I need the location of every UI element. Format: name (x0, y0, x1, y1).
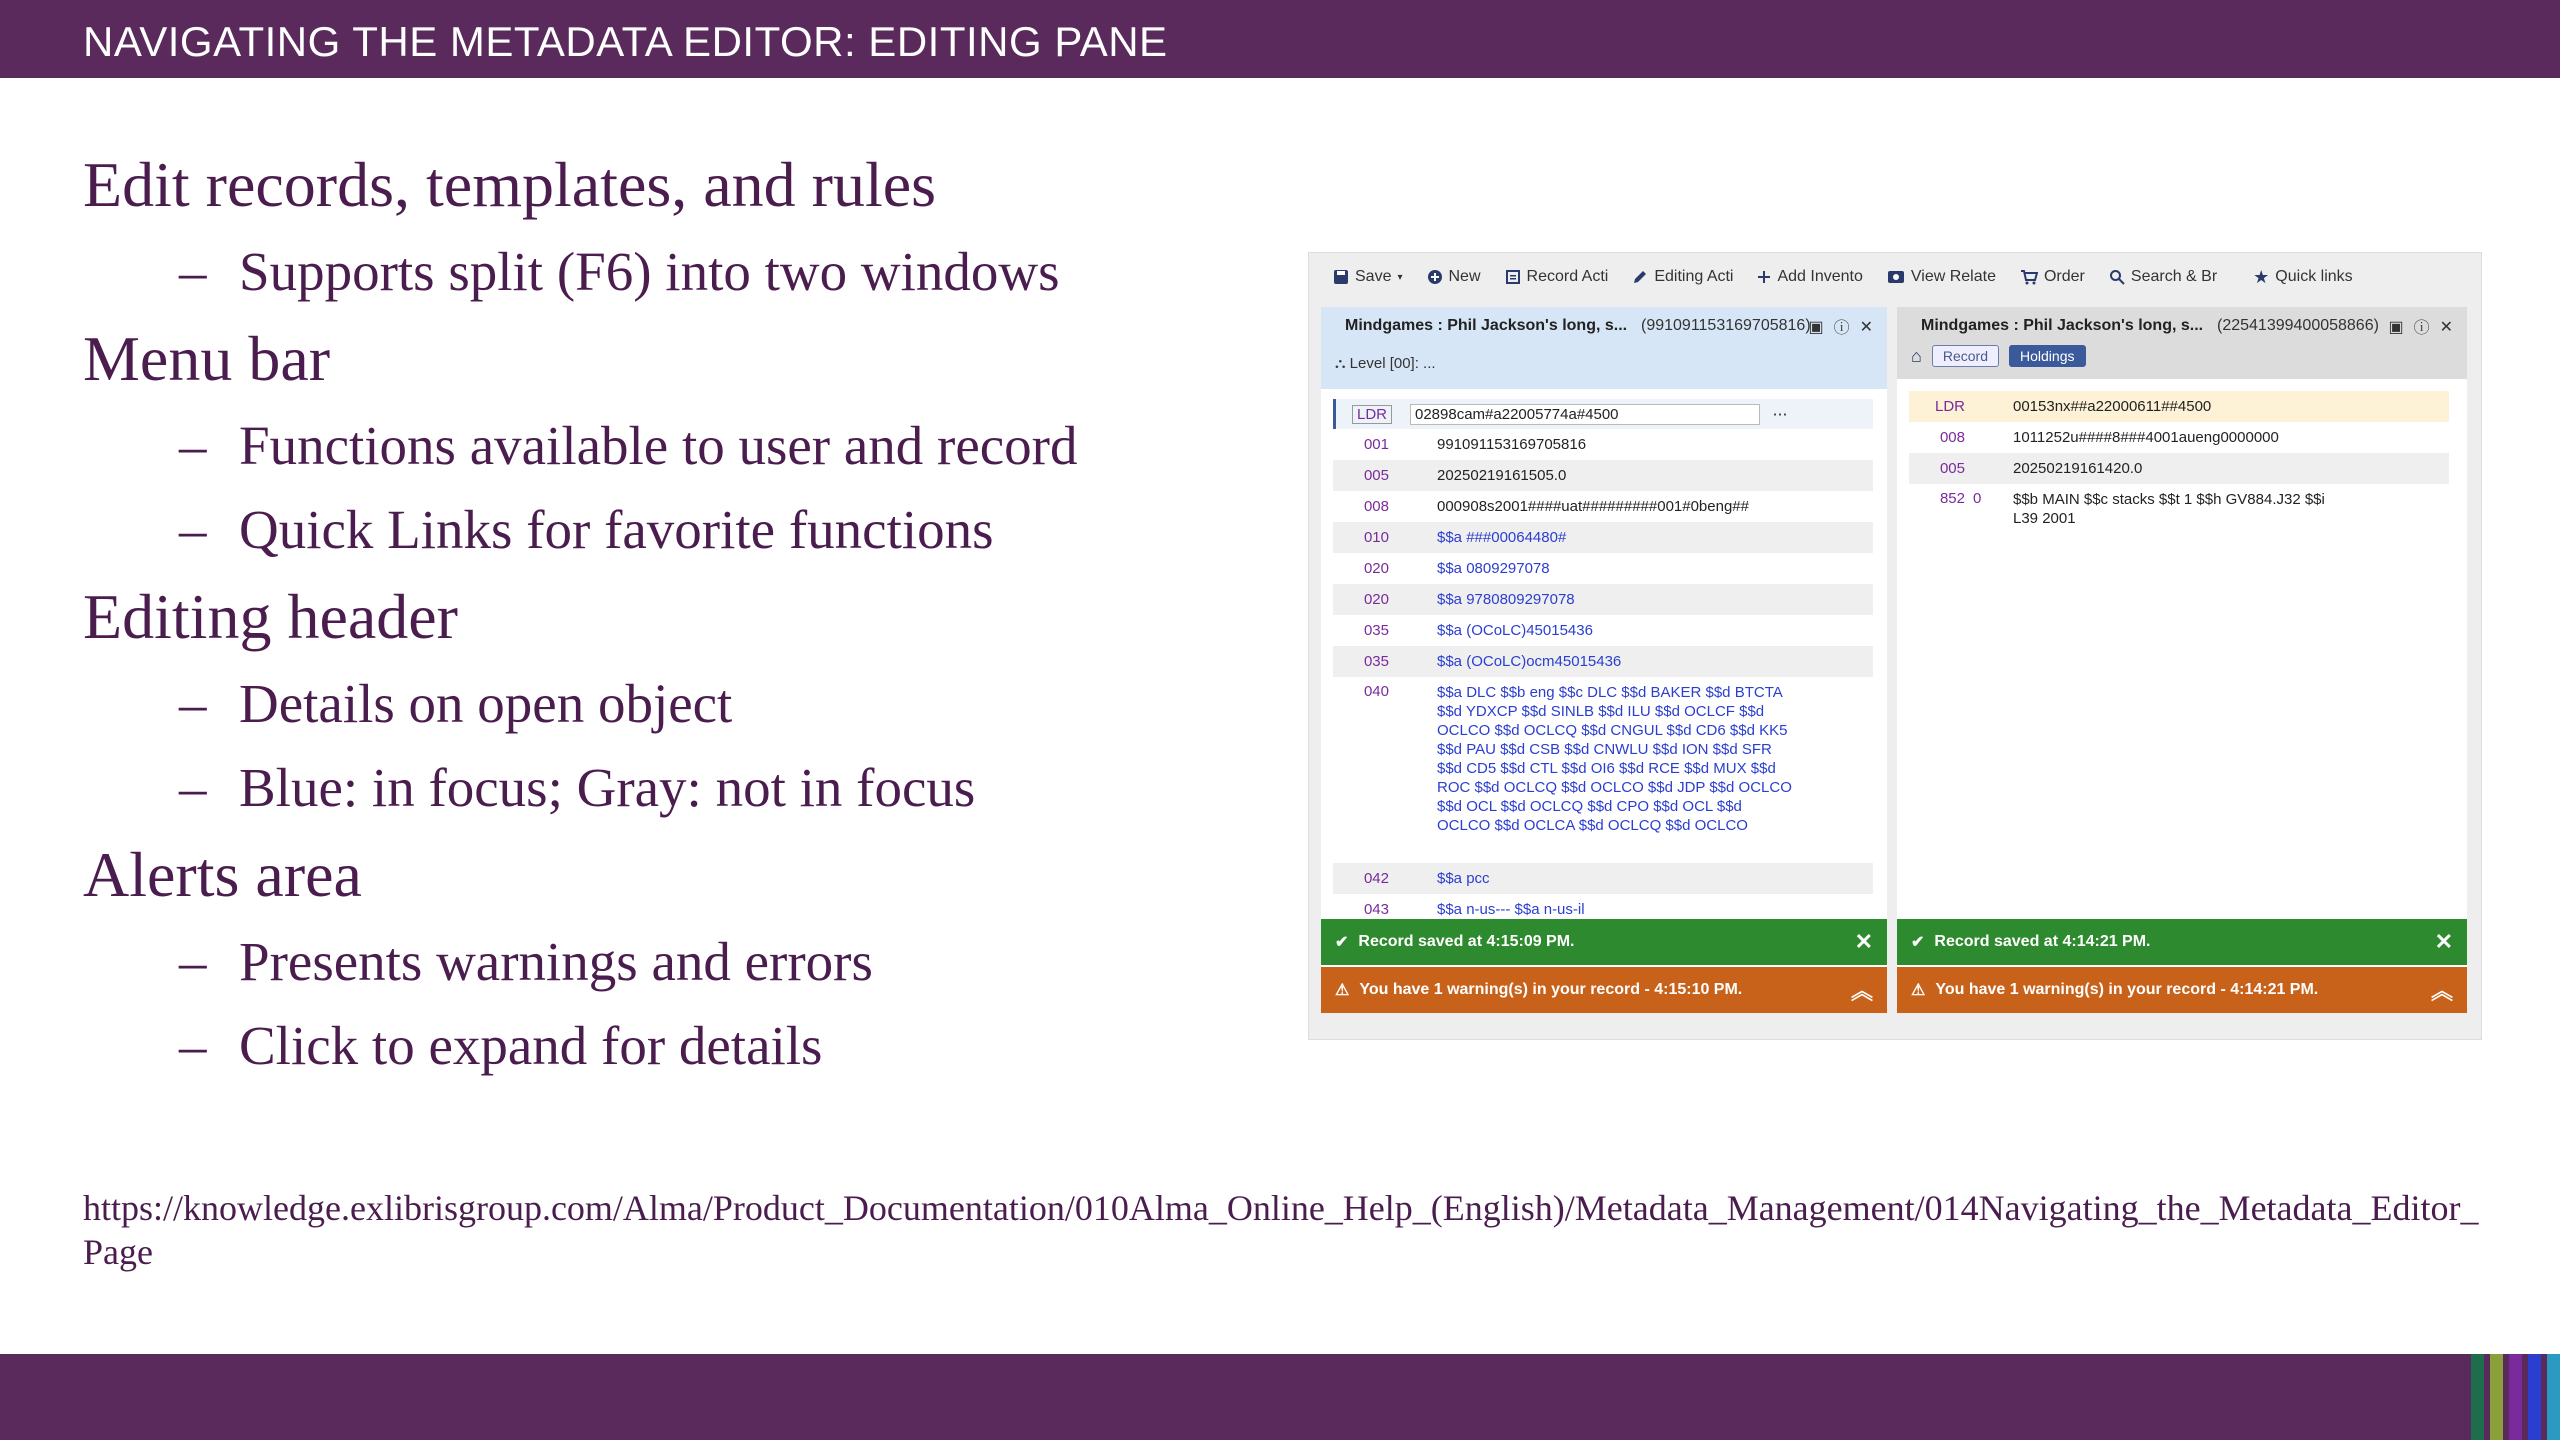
home-icon[interactable]: ⌂ (1911, 345, 1922, 366)
right-alert-warning[interactable] (1897, 967, 2467, 1013)
field-value: $$a 0809297078 (1437, 560, 1550, 577)
header-nav (1911, 345, 2086, 367)
source-url: https://knowledge.exlibrisgroup.com/Alma/Product_Documentation/010Alma_Online_Help_(English)/Metadata_Management/014Navigating_the_Metadata_Editor_Page (83, 1188, 2479, 1272)
field-row[interactable] (1909, 391, 2449, 422)
field-value: $$a n-us--- $$a n-us-il (1437, 901, 1585, 918)
more-options-icon[interactable]: ⋯ (1772, 406, 1788, 423)
editor-toolbar (1309, 253, 2481, 301)
field-value: 000908s2001####uat#########001#0beng## (1437, 498, 1749, 515)
plus-icon (1757, 270, 1771, 284)
toolbar-view-related-button[interactable] (1887, 268, 1996, 286)
field-row[interactable] (1333, 460, 1873, 491)
field-row[interactable] (1333, 646, 1873, 677)
toolbar-quick-links-button[interactable] (2253, 267, 2353, 288)
sub-bullet-focus (83, 746, 1273, 830)
bullet-text: Click to expand for details (239, 1015, 823, 1076)
field-value-input[interactable]: 02898cam#a22005774a#4500 (1410, 404, 1760, 425)
record-id: (991091153169705816) (1641, 317, 1811, 334)
sub-bullet-details (83, 662, 1273, 746)
toolbar-label: Save (1355, 268, 1392, 285)
field-value: 00153nx##a22000611##4500 (2013, 398, 2212, 415)
bullet-menu-bar: Menu bar (83, 323, 331, 394)
toolbar-label: New (1448, 268, 1481, 285)
field-tag: 008 (1363, 498, 1389, 515)
field-tag: 040 (1363, 683, 1389, 700)
field-tag: 005 (1939, 460, 1965, 477)
view-related-icon (1887, 270, 1905, 284)
close-icon[interactable]: ✕ (2439, 318, 2453, 336)
pencil-icon (1632, 269, 1648, 285)
toolbar-new-button[interactable] (1427, 268, 1481, 286)
star-icon: ★ (2253, 266, 2270, 287)
save-icon[interactable]: ▣ (1808, 318, 1824, 336)
search-icon (2109, 269, 2125, 285)
dash: – (179, 931, 207, 992)
field-value: 1011252u####8###4001aueng0000000 (2013, 429, 2279, 446)
field-row[interactable] (1333, 399, 1873, 429)
stripe (2509, 1354, 2522, 1440)
field-row[interactable] (1909, 422, 2449, 453)
toolbar-add-inventory-button[interactable] (1757, 268, 1862, 286)
bullet-edit-records: Edit records, templates, and rules (83, 149, 937, 220)
field-value: 20250219161420.0 (2013, 460, 2143, 477)
toolbar-record-actions-button[interactable] (1505, 268, 1609, 286)
field-tag: 008 (1939, 429, 1965, 446)
close-icon[interactable]: ✕ (1854, 929, 1873, 954)
toolbar-label: Order (2043, 268, 2085, 285)
info-icon[interactable]: ⓘ (1833, 320, 1850, 337)
dash: – (179, 499, 207, 560)
bullet-list (83, 140, 1273, 1088)
stripe (2528, 1354, 2541, 1440)
field-value: $$a (OCoLC)ocm45015436 (1437, 653, 1622, 670)
field-tag: LDR (1934, 398, 1965, 415)
toolbar-search-browse-button[interactable] (2109, 268, 2217, 286)
toolbar-label: Quick links (2275, 268, 2353, 285)
field-value: $$b MAIN $$c stacks $$t 1 $$h GV884.J32 $$i L39 2001 (2013, 491, 2325, 527)
record-id: (22541399400058866) (2217, 317, 2379, 334)
check-circle-icon: ✔ (1335, 934, 1349, 951)
tab-record[interactable]: Record (1932, 345, 1999, 367)
info-icon[interactable]: ⓘ (2413, 320, 2430, 337)
field-row[interactable] (1333, 553, 1873, 584)
field-value: 991091153169705816 (1437, 436, 1587, 453)
toolbar-label: Editing Acti (1654, 268, 1734, 285)
warning-icon: ⚠ (1911, 982, 1926, 999)
toolbar-label: Record Acti (1526, 268, 1609, 285)
new-icon (1427, 269, 1443, 285)
field-tag: 035 (1363, 622, 1389, 639)
field-tag: LDR (1336, 406, 1400, 423)
field-row[interactable] (1333, 522, 1873, 553)
sub-bullet-functions (83, 404, 1273, 488)
close-icon[interactable]: ✕ (2434, 929, 2453, 954)
save-icon (1333, 269, 1349, 285)
hierarchy-icon: ⛬ (1335, 355, 1350, 372)
field-value: $$a (OCoLC)45015436 (1437, 622, 1593, 639)
sub-bullet-quick-links (83, 488, 1273, 572)
field-tag: 035 (1363, 653, 1389, 670)
right-alert-saved[interactable] (1897, 919, 2467, 965)
dash: – (179, 241, 207, 302)
toolbar-label: Add Invento (1777, 268, 1863, 285)
field-value: $$a 9780809297078 (1437, 591, 1575, 608)
record-title: Mindgames : Phil Jackson's long, s... (1921, 317, 2204, 334)
left-editing-header (1321, 307, 1887, 389)
stripe (2490, 1354, 2503, 1440)
expand-icon[interactable]: ︽ (2430, 978, 2453, 1004)
save-icon[interactable]: ▣ (2388, 318, 2404, 336)
sub-bullet-split (83, 230, 1273, 314)
toolbar-label: View Relate (1910, 268, 1996, 285)
toolbar-editing-actions-button[interactable] (1632, 268, 1733, 286)
record-actions-icon (1505, 269, 1521, 285)
alert-text: Record saved at 4:15:09 PM. (1358, 933, 1575, 950)
dash: – (179, 1015, 207, 1076)
header-icons (1798, 315, 1873, 338)
field-tag: 010 (1363, 529, 1389, 546)
bullet-alerts-area: Alerts area (83, 839, 362, 910)
bullet-text: Blue: in focus; Gray: not in focus (239, 757, 976, 818)
toolbar-order-button[interactable] (2020, 268, 2085, 286)
brand-stripes (2465, 1354, 2560, 1440)
cart-icon (2020, 269, 2038, 285)
right-editing-pane[interactable] (1897, 307, 2467, 971)
field-tag: 042 (1363, 870, 1389, 887)
sub-bullet-expand (83, 1004, 1273, 1088)
left-alert-saved[interactable] (1321, 919, 1887, 965)
tab-holdings[interactable]: Holdings (2009, 345, 2085, 367)
field-tag: 001 (1363, 436, 1389, 453)
expand-icon[interactable]: ︽ (1850, 978, 1873, 1004)
field-row[interactable] (1333, 491, 1873, 522)
field-value: $$a ###00064480# (1437, 529, 1567, 546)
field-row[interactable] (1333, 677, 1873, 863)
field-value: $$a DLC $$b eng $$c DLC $$d BAKER $$d BTCTA $$d YDXCP $$d SINLB $$d ILU $$d OCLCF $$d OCLCO $$d OCLCQ $$d CNGUL $$d CD6 $$d KK5 $$d PAU $$d CSB $$d CNWLU $$d ION $$d SFR $$d CD5 $$d CTL $$d OI6 $$d RCE $$d MUX $$d ROC $$d OCLCQ $$d OCLCO $$d JDP $$d OCLCO $$d OCL $$d OCLCQ $$d CPO $$d OCL $$d OCLCO $$d OCLCA $$d OCLCQ $$d OCLCO (1437, 684, 1792, 834)
dash: – (179, 673, 207, 734)
dash: – (179, 757, 207, 818)
warning-icon: ⚠ (1335, 982, 1350, 999)
alert-text: Record saved at 4:14:21 PM. (1934, 933, 2151, 950)
left-editing-pane[interactable] (1321, 307, 1887, 971)
stripe (2471, 1354, 2484, 1440)
record-level (1335, 355, 1436, 372)
toolbar-label: Search & Br (2130, 268, 2218, 285)
field-row[interactable] (1333, 429, 1873, 460)
toolbar-save-button[interactable] (1333, 268, 1403, 286)
field-row[interactable] (1333, 584, 1873, 615)
field-row[interactable] (1333, 863, 1873, 894)
footer-bar (0, 1354, 2560, 1440)
right-record-fields (1909, 391, 2449, 540)
field-value: 20250219161505.0 (1437, 467, 1567, 484)
field-row[interactable] (1909, 453, 2449, 484)
metadata-editor-screenshot (1308, 252, 2482, 1040)
field-indicator: 0 (1973, 490, 1982, 507)
chevron-down-icon: ▾ (1397, 271, 1403, 283)
bullet-text: Functions available to user and record (239, 415, 1078, 476)
field-row[interactable] (1909, 484, 2449, 540)
check-circle-icon: ✔ (1911, 934, 1925, 951)
title-bar (0, 0, 2560, 78)
header-icons (2378, 315, 2453, 338)
field-tag: 020 (1363, 591, 1389, 608)
alert-text: You have 1 warning(s) in your record - 4:15:10 PM. (1359, 981, 1743, 998)
field-tag: 043 (1363, 901, 1389, 918)
stripe (2547, 1354, 2560, 1440)
left-alert-warning[interactable] (1321, 967, 1887, 1013)
dash: – (179, 415, 207, 476)
bullet-text: Details on open object (239, 673, 733, 734)
bullet-text: Supports split (F6) into two windows (239, 241, 1060, 302)
left-record-fields (1333, 399, 1873, 925)
field-row[interactable] (1333, 615, 1873, 646)
record-title: Mindgames : Phil Jackson's long, s... (1345, 317, 1628, 334)
level-label: Level [00]: ... (1349, 355, 1436, 372)
field-tag: 852 (1939, 490, 1965, 507)
field-value: $$a pcc (1437, 870, 1490, 887)
bullet-text: Presents warnings and errors (239, 931, 873, 992)
alert-text: You have 1 warning(s) in your record - 4:14:21 PM. (1935, 981, 2319, 998)
close-icon[interactable]: ✕ (1859, 318, 1873, 336)
bullet-text: Quick Links for favorite functions (239, 499, 994, 560)
field-tag: 005 (1363, 467, 1389, 484)
slide-title: NAVIGATING THE METADATA EDITOR: EDITING PANE (83, 18, 1168, 65)
right-editing-header (1897, 307, 2467, 379)
bullet-editing-header: Editing header (83, 581, 458, 652)
sub-bullet-warnings (83, 920, 1273, 1004)
field-tag: 020 (1363, 560, 1389, 577)
